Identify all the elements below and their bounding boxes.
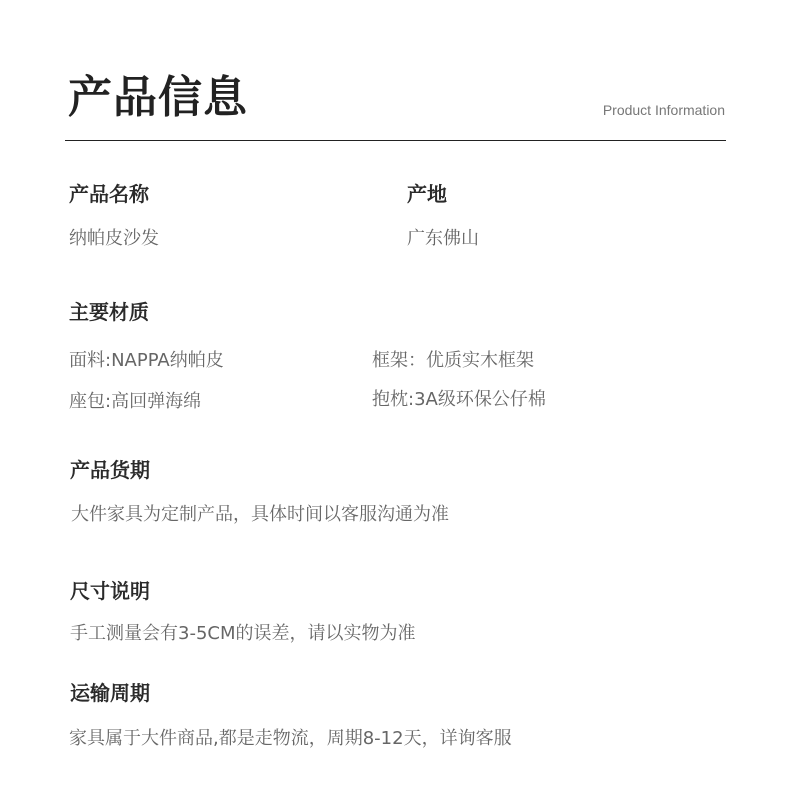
shipping-label: 运输周期 bbox=[70, 681, 150, 705]
origin-label: 产地 bbox=[407, 182, 447, 206]
size-note-value: 手工测量会有3-5CM的误差，请以实物为准 bbox=[70, 623, 416, 644]
lead-time-value: 大件家具为定制产品，具体时间以客服沟通为准 bbox=[71, 504, 449, 525]
lead-time-label: 产品货期 bbox=[70, 458, 150, 482]
material-pillow: 抱枕:3A级环保公仔棉 bbox=[372, 389, 546, 410]
product-name-label: 产品名称 bbox=[69, 182, 149, 206]
material-seat: 座包:高回弹海绵 bbox=[69, 391, 202, 412]
page-subtitle: Product Information bbox=[602, 102, 725, 118]
material-surface: 面料:NAPPA纳帕皮 bbox=[69, 350, 224, 371]
page-title: 产品信息 bbox=[68, 72, 248, 123]
title-divider bbox=[65, 140, 726, 141]
size-note-label: 尺寸说明 bbox=[70, 579, 150, 603]
origin-value: 广东佛山 bbox=[407, 228, 479, 249]
materials-label: 主要材质 bbox=[69, 300, 149, 324]
shipping-value: 家具属于大件商品,都是走物流，周期8-12天，详询客服 bbox=[69, 728, 512, 749]
product-name-value: 纳帕皮沙发 bbox=[69, 228, 159, 249]
material-frame: 框架：优质实木框架 bbox=[372, 350, 534, 371]
